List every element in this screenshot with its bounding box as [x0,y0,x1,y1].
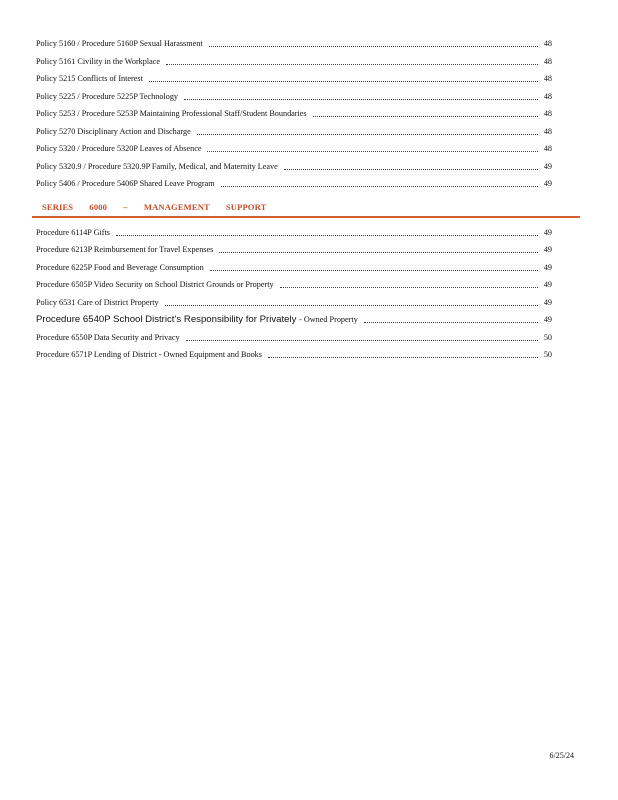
toc-entry-page: 50 [543,350,552,359]
dot-leader [166,63,538,65]
toc-entry-label: Procedure 6505P Video Security on School District Grounds or Property [36,280,274,289]
toc-entry-label-main: Procedure 6540P School District’s Responsibility for Privately [36,314,297,325]
toc-entry[interactable] [36,35,552,49]
toc-entry-page: 48 [543,109,552,118]
dot-leader [209,45,538,47]
toc-entry-label [36,315,358,325]
toc-entry-page: 48 [543,39,552,48]
toc-entry-page: 49 [543,298,552,307]
toc-entry-page: 48 [543,127,552,136]
toc-entry[interactable] [36,175,552,189]
dot-leader [284,168,538,170]
toc-entry-label: Procedure 6114P Gifts [36,228,110,237]
toc-entry-page: 48 [543,57,552,66]
toc-entry[interactable] [36,276,552,290]
toc-entry[interactable] [36,259,552,273]
dot-leader [313,115,538,117]
toc-entry-page: 48 [543,92,552,101]
toc-entry[interactable] [36,224,552,238]
toc-entry-page: 48 [543,144,552,153]
dot-leader [210,269,538,271]
dot-leader [207,150,538,152]
toc-entry-label: Procedure 6550P Data Security and Privacy [36,333,180,342]
toc-entry[interactable] [36,88,552,102]
dot-leader [186,339,538,341]
toc-entry-page: 49 [543,263,552,272]
dot-leader [221,185,538,187]
series-heading[interactable]: SERIES 6000 – MANAGEMENT SUPPORT [42,202,267,212]
toc-entry[interactable] [36,105,552,119]
toc-entry-label: Policy 5215 Conflicts of Interest [36,74,143,83]
toc-entry-page: 50 [543,333,552,342]
toc-entry-label: Policy 5225 / Procedure 5225P Technology [36,92,179,101]
section-divider [32,216,580,218]
toc-entry-page: 49 [543,315,552,324]
dot-leader [280,286,538,288]
dot-leader [219,251,538,253]
toc-entry-label: Procedure 6213P Reimbursement for Travel Expenses [36,245,214,254]
toc-entry-label: Policy 5406 / Procedure 5406P Shared Leave Program [36,179,215,188]
dot-leader [184,98,538,100]
dot-leader [364,321,538,323]
toc-entry-page: 48 [543,74,552,83]
dot-leader [268,356,538,358]
toc-entry[interactable] [36,53,552,67]
toc-entry[interactable] [36,346,552,360]
dot-leader [116,234,538,236]
toc-entry-label: Policy 5253 / Procedure 5253P Maintaining Professional Staff/Student Boundaries [36,109,307,118]
toc-entry-label: Policy 5270 Disciplinary Action and Discharge [36,127,191,136]
toc-entry-label: Policy 5161 Civility in the Workplace [36,57,161,66]
toc-entry[interactable] [36,123,552,137]
toc-entry[interactable] [36,70,552,84]
toc-entry-label: Policy 5160 / Procedure 5160P Sexual Harassment [36,39,203,48]
toc-entry-page: 49 [543,162,552,171]
dot-leader [197,133,538,135]
toc-entry-label: Policy 5320 / Procedure 5320P Leaves of Absence [36,144,202,153]
dot-leader [149,80,538,82]
footer-date: 6/25/24 [549,751,574,760]
toc-entry-page: 49 [543,179,552,188]
dot-leader [165,304,538,306]
toc-entry-page: 49 [543,245,552,254]
toc-entry[interactable] [36,329,552,343]
toc-entry[interactable] [36,294,552,308]
toc-entry[interactable] [36,158,552,172]
toc-entry[interactable] [36,241,552,255]
toc-entry-label: Policy 6531 Care of District Property [36,298,159,307]
toc-entry[interactable] [36,311,552,325]
toc-entry-label: Procedure 6571P Lending of District - Owned Equipment and Books [36,350,262,359]
toc-entry[interactable] [36,140,552,154]
toc-entry-page: 49 [543,280,552,289]
toc-entry-page: 49 [543,228,552,237]
toc-entry-label: Procedure 6225P Food and Beverage Consumption [36,263,204,272]
toc-entry-label: Policy 5320.9 / Procedure 5320.9P Family, Medical, and Maternity Leave [36,162,278,171]
toc-entry-label-suffix: - Owned Property [299,315,358,324]
